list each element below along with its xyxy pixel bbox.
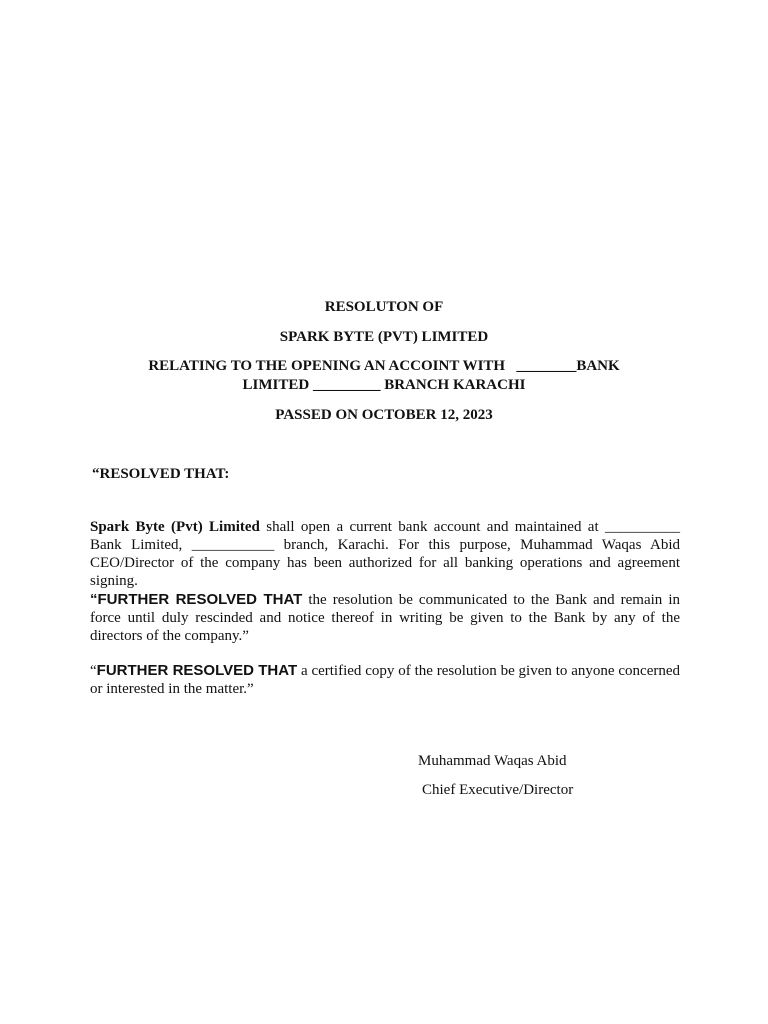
- document-title: RESOLUTON OF: [324, 299, 444, 315]
- company-name-heading: SPARK BYTE (PVT) LIMITED: [279, 329, 489, 345]
- signatory-name: Muhammad Waqas Abid: [418, 753, 567, 769]
- subject-heading: [0, 357, 768, 395]
- further-resolved-label-2: FURTHER RESOLVED THAT: [96, 662, 298, 679]
- subject-heading-line-1: RELATING TO THE OPENING AN ACCOINT WITH ________BANK: [148, 358, 620, 374]
- opening-quote: “: [90, 663, 97, 679]
- resolution-paragraph-3: [90, 662, 680, 698]
- signatory-title: Chief Executive/Director: [422, 782, 574, 798]
- further-resolved-label-1: “FURTHER RESOLVED THAT: [90, 591, 303, 608]
- resolved-that-label: “RESOLVED THAT:: [92, 466, 230, 482]
- company-name-inline: Spark Byte (Pvt) Limited: [90, 519, 260, 535]
- paragraph-1-body: shall open a current bank account and maintained at __________ Bank Limited, ___________ branch, Karachi. For this purpose, Muhammad Waqas Abid CEO/Director of the company has been authorized for all banking operations and agreement signing.: [90, 519, 680, 589]
- resolution-paragraph-2: [90, 591, 680, 645]
- paragraph-2-body: the resolution be communicated to the Bank and remain in force until duly rescinded and notice thereof in writing be given to the Bank by any of the directors of the company.”: [90, 592, 680, 644]
- resolution-paragraph-1: [90, 518, 680, 590]
- passed-date-heading: PASSED ON OCTOBER 12, 2023: [275, 407, 493, 423]
- paragraph-3-body: a certified copy of the resolution be given to anyone concerned or interested in the matter.”: [90, 663, 680, 697]
- subject-heading-line-2: LIMITED _________ BRANCH KARACHI: [242, 377, 526, 393]
